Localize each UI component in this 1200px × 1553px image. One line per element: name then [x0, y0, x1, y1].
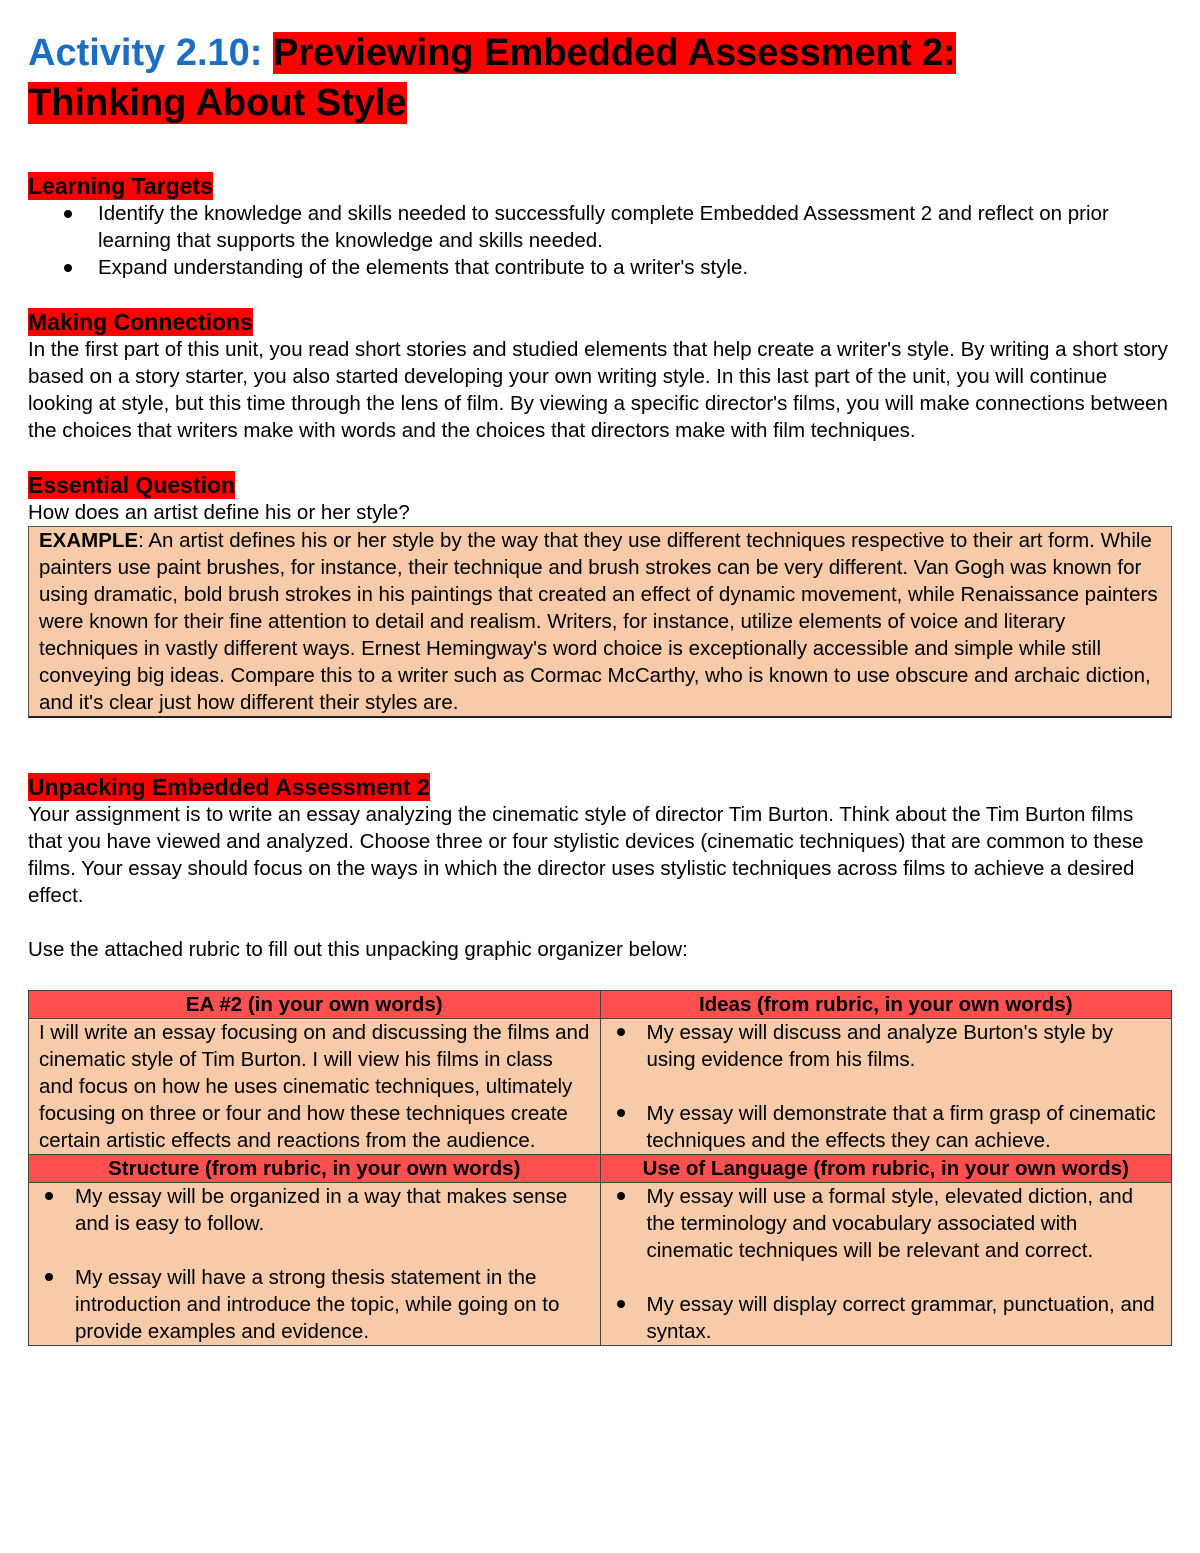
structure-header: Structure (from rubric, in your own words) [29, 1155, 601, 1183]
essential-question-text: How does an artist define his or her style? [28, 501, 410, 524]
example-answer-box [28, 526, 1172, 718]
learning-target-item: Identify the knowledge and skills needed to successfully complete Embedded Assessment 2 and reflect on prior learning that supports the knowledge and skills needed. [28, 200, 1172, 254]
ea-cell: I will write an essay focusing on and discussing the films and cinematic style of Tim Burton. I will view his films in class and focus on how he uses cinematic techniques, ultimately focusing on three or four and how these techniques create certain artistic effects and reactions from the audience. [29, 1019, 601, 1155]
ea-header: EA #2 (in your own words) [29, 991, 601, 1019]
ideas-item: My essay will discuss and analyze Burton's style by using evidence from his films. [611, 1019, 1164, 1073]
making-connections-heading: Making Connections [28, 309, 253, 335]
ideas-cell [600, 1019, 1172, 1155]
document-page [28, 28, 1172, 1346]
structure-item: My essay will have a strong thesis statement in the introduction and introduce the topic, while going on to provide examples and evidence. [39, 1264, 592, 1345]
language-item: My essay will use a formal style, elevated diction, and the terminology and vocabulary associated with cinematic techniques will be relevant and correct. [611, 1183, 1164, 1264]
title-highlight-line1: Previewing Embedded Assessment 2: [273, 32, 956, 74]
structure-item: My essay will be organized in a way that makes sense and is easy to follow. [39, 1183, 592, 1237]
learning-target-item: Expand understanding of the elements that contribute to a writer's style. [28, 254, 1172, 281]
language-cell [600, 1183, 1172, 1346]
example-text: : An artist defines his or her style by the way that they use different techniques respective to their art form. While painters use paint brushes, for instance, their technique and brush strokes can be very different. Van Gogh was known for using dramatic, bold brush strokes in his paintings that created an effect of dynamic movement, while Renaissance painters were known for their fine attention to detail and realism. Writers, for instance, utilize elements of voice and literary techniques in vastly different ways. Ernest Hemingway's word choice is exceptionally accessible and simple while still conveying big ideas. Compare this to a writer such as Cormac McCarthy, who is known to use obscure and archaic diction, and it's clear just how different their styles are. [39, 529, 1158, 714]
ideas-header: Ideas (from rubric, in your own words) [600, 991, 1172, 1019]
title-highlight-line2: Thinking About Style [28, 82, 407, 124]
language-header: Use of Language (from rubric, in your own words) [600, 1155, 1172, 1183]
learning-targets-heading: Learning Targets [28, 173, 213, 199]
making-connections-section [28, 308, 1172, 444]
page-title [28, 28, 1172, 128]
ideas-item: My essay will demonstrate that a firm grasp of cinematic techniques and the effects they can achieve. [611, 1100, 1164, 1154]
learning-targets-section [28, 172, 1172, 281]
unpacking-heading: Unpacking Embedded Assessment 2 [28, 774, 430, 800]
essential-question-heading: Essential Question [28, 472, 236, 498]
graphic-organizer-table [28, 990, 1172, 1346]
title-prefix: Activity 2.10: [28, 32, 273, 74]
language-item: My essay will display correct grammar, punctuation, and syntax. [611, 1291, 1164, 1345]
unpacking-text: Your assignment is to write an essay analyzing the cinematic style of director Tim Burton. Think about the Tim Burton films that you have viewed and analyzed. Choose three or four stylistic devices (cinematic techniques) that are common to these films. Your essay should focus on the ways in which the director uses stylistic techniques across films to achieve a desired effect. [28, 803, 1144, 907]
unpacking-section [28, 773, 1172, 963]
making-connections-text: In the first part of this unit, you read short stories and studied elements that help create a writer's style. By writing a short story based on a story starter, you also started developing your own writing style. In this last part of the unit, you will continue looking at style, but this time through the lens of film. By viewing a specific director's films, you will make connections between the choices that writers make with words and the choices that directors make with film techniques. [28, 338, 1168, 442]
unpacking-instruction: Use the attached rubric to fill out this unpacking graphic organizer below: [28, 938, 688, 961]
essential-question-section [28, 471, 1172, 718]
structure-cell [29, 1183, 601, 1346]
example-label: EXAMPLE [39, 529, 139, 552]
learning-targets-list [28, 200, 1172, 281]
